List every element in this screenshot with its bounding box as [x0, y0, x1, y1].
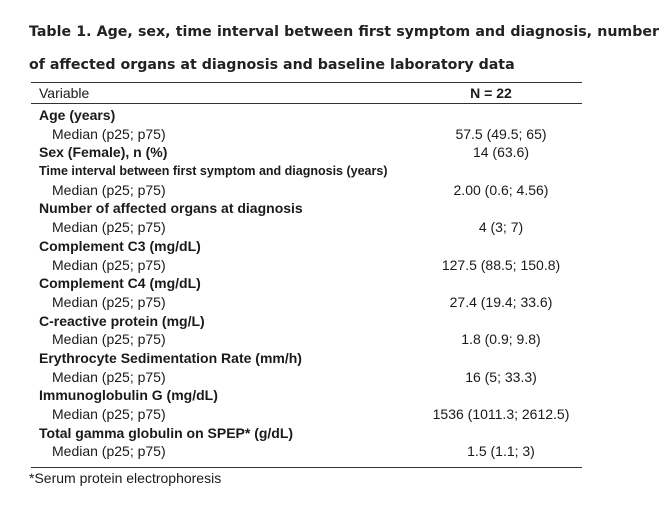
table-row	[31, 274, 582, 293]
row-label: Median (p25; p75)	[52, 293, 166, 310]
row-label: Median (p25; p75)	[52, 443, 166, 460]
row-label: Median (p25; p75)	[52, 181, 166, 198]
table-body	[31, 106, 582, 461]
table-row	[31, 143, 582, 162]
table-header	[31, 84, 582, 102]
table-row	[31, 368, 582, 387]
table-row	[31, 218, 582, 237]
row-label: Median (p25; p75)	[52, 331, 166, 348]
table-row	[31, 237, 582, 256]
row-label: C-reactive protein (mg/L)	[39, 312, 205, 329]
row-value: 27.4 (19.4; 33.6)	[449, 293, 553, 310]
header-variable: Variable	[39, 85, 90, 101]
table-row	[31, 405, 582, 424]
row-label: Median (p25; p75)	[52, 368, 166, 385]
row-value: 127.5 (88.5; 150.8)	[441, 256, 561, 273]
row-value: 1536 (1011.3; 2612.5)	[432, 406, 570, 422]
table-row	[31, 199, 582, 218]
table-caption: Table 1. Age, sex, time interval between first symptom and diagnosis, number of affected organs at diagnosis and baseline laboratory data	[29, 24, 659, 73]
row-label: Immunoglobulin G (mg/dL)	[39, 387, 218, 404]
row-label: Number of affected organs at diagnosis	[39, 200, 303, 217]
row-label: Median (p25; p75)	[52, 125, 166, 142]
row-value: 4 (3; 7)	[478, 219, 524, 236]
row-label: Median (p25; p75)	[52, 256, 166, 273]
table-row	[31, 386, 582, 405]
row-value: 1.8 (0.9; 9.8)	[461, 331, 541, 348]
table-row	[31, 349, 582, 368]
row-label: Age (years)	[39, 107, 116, 123]
row-label: Erythrocyte Sedimentation Rate (mm/h)	[39, 349, 302, 366]
row-value: 57.5 (49.5; 65)	[455, 125, 547, 142]
table-row	[31, 424, 582, 443]
row-label: Complement C3 (mg/dL)	[39, 237, 201, 254]
table-header-rule	[31, 103, 582, 104]
table-row	[31, 125, 582, 144]
table-row	[31, 106, 582, 125]
row-value: 2.00 (0.6; 4.56)	[453, 181, 549, 198]
row-label: Median (p25; p75)	[52, 219, 166, 236]
table-row	[31, 442, 582, 461]
table-row	[31, 256, 582, 275]
row-value: 14 (63.6)	[472, 144, 530, 161]
table-row	[31, 293, 582, 312]
row-label: Median (p25; p75)	[52, 406, 166, 422]
table-row	[31, 312, 582, 331]
table-row	[31, 330, 582, 349]
row-value: 16 (5; 33.3)	[465, 368, 537, 385]
table-top-rule	[31, 82, 582, 83]
table-bottom-rule	[31, 467, 582, 468]
header-n: N = 22	[470, 85, 512, 101]
table-row	[31, 162, 582, 181]
row-label: Sex (Female), n (%)	[39, 144, 168, 161]
row-label: Time interval between first symptom and diagnosis (years)	[39, 164, 388, 179]
table-footnote: *Serum protein electrophoresis	[29, 470, 222, 486]
row-label: Total gamma globulin on SPEP* (g/dL)	[39, 424, 294, 441]
table-row	[31, 181, 582, 200]
row-label: Complement C4 (mg/dL)	[39, 275, 201, 292]
row-value: 1.5 (1.1; 3)	[467, 443, 535, 460]
